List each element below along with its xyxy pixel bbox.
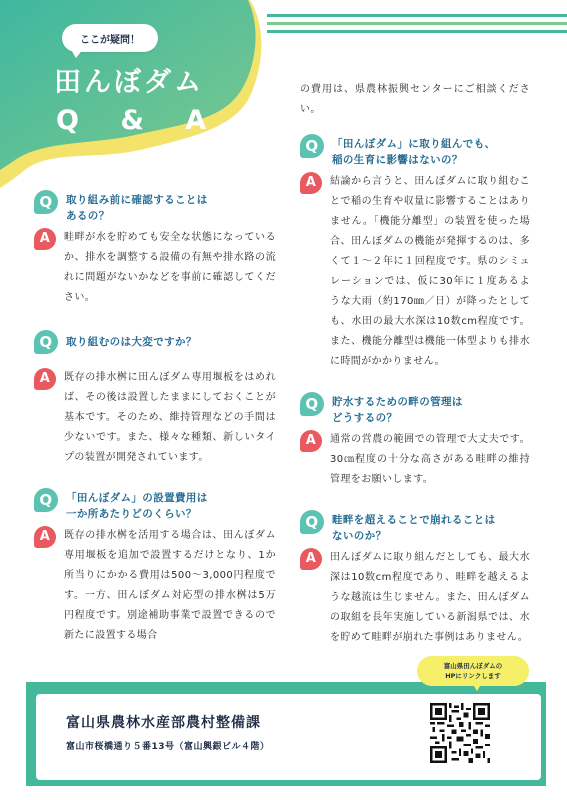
q-badge-icon: Q: [34, 330, 58, 354]
answer-row: [300, 430, 530, 490]
question-text: 「田んぼダム」に取り組んでも、 稲の生育に影響はないの？: [332, 138, 496, 166]
header-bubble-tail: [70, 48, 84, 58]
qr-code-icon[interactable]: [430, 703, 490, 763]
a-badge-icon: A: [300, 548, 322, 570]
answer-text: 既存の排水桝を活用する場合は、田んぼダム専用堰板を追加で設置するだけとなり、1か所当りにかかる費用は500～3,000円程度です。一方、田んぼダム対応型の排水桝は5万円程度です。別途補助事業で設置できるので新たに設置する場合: [64, 530, 276, 641]
question-text: 取り組むのは大変ですか？: [66, 336, 197, 348]
question-row: [34, 190, 276, 224]
answer-text: 田んぼダムに取り組んだとしても、最大水深は10数cm程度であり、畦畔を越えるような越流は生じません。また、田んぼダムの取組を長年実施している新潟県では、水を貯めて畦畔が崩れた事例はありません。: [330, 552, 530, 643]
question-text: 畦畔を超えることで崩れることは ないのか？: [332, 514, 496, 542]
qa-item: [34, 488, 276, 646]
qa-item: [34, 330, 276, 468]
answer-text: 既存の排水桝に田んぼダム専用堰板をはめれば、その後は設置したままにしておくことが基本です。そのため、維持管理などの手間は少ないです。また、様々な種類、新しいタイプの装置が開発されています。: [64, 372, 276, 463]
right-column: [300, 80, 530, 666]
q-badge-icon: Q: [34, 190, 58, 214]
q-badge-icon: Q: [300, 134, 324, 158]
header-question-bubble: ここが疑問！: [62, 24, 158, 52]
question-row: [300, 510, 530, 544]
left-column: [34, 190, 276, 664]
a-badge-icon: A: [300, 430, 322, 452]
question-row: [300, 134, 530, 168]
header-stripes: [267, 14, 567, 38]
answer-text: 畦畔が水を貯めても安全な状態になっているか、排水を調整する設備の有無や排水路の流れに問題がないかなどを事前に確認してください。: [64, 232, 276, 303]
question-text: 「田んぼダム」の設置費用は 一か所あたりどのくらい？: [66, 492, 208, 520]
a-badge-icon: A: [300, 172, 322, 194]
answer-text: 通常の営農の範囲での管理で大丈夫です。30㎝程度の十分な高さがある畦畔の維持管理をお願いします。: [330, 434, 530, 485]
page-title: [54, 64, 222, 140]
answer-row: [300, 548, 530, 648]
department-name: 富山県農林水産部農村整備課: [66, 715, 261, 731]
qa-item: [300, 134, 530, 372]
question-row: [300, 392, 530, 426]
question-text: 取り組み前に確認することは あるの？: [66, 194, 208, 222]
answer-row: [34, 368, 276, 468]
page-title-line1: 田んぼダム: [54, 67, 204, 98]
qa-item: [300, 510, 530, 648]
q-badge-icon: Q: [300, 392, 324, 416]
page-title-line2: Q & A: [56, 105, 223, 136]
answer-text: 結論から言うと、田んぼダムに取り組むことで稲の生育や収量に影響することはありません。「機能分離型」の装置を使った場合、田んぼダムの機能が発揮するのは、多くて１～２年に１回程度です。県のシミュレーションでは、仮に30年に１度あるような大雨（約170㎜／日）が降ったとしても、水田の最大水深は10数cm程度です。また、機能分離型は機能一体型よりも排水に時間がかかりません。: [330, 176, 530, 367]
question-text: 貯水するための畔の管理は どうするの？: [332, 396, 463, 424]
question-row: [34, 330, 276, 354]
hp-link-note-tail: [472, 683, 482, 691]
continued-text: の費用は、県農林振興センターにご相談ください。: [300, 84, 530, 115]
a-badge-icon: A: [34, 368, 56, 390]
hp-link-note: 富山県田んぼダムの HPにリンクします: [417, 656, 529, 686]
answer-row: [34, 228, 276, 308]
qa-item: [34, 190, 276, 308]
q-badge-icon: Q: [34, 488, 58, 512]
qa-item: [300, 392, 530, 490]
answer-row: [34, 526, 276, 646]
question-row: [34, 488, 276, 522]
q-badge-icon: Q: [300, 510, 324, 534]
department-address: 富山市桜橋通り５番13号（富山興銀ビル４階）: [66, 742, 270, 752]
a-badge-icon: A: [34, 228, 56, 250]
a-badge-icon: A: [34, 526, 56, 548]
answer-row: [300, 172, 530, 372]
